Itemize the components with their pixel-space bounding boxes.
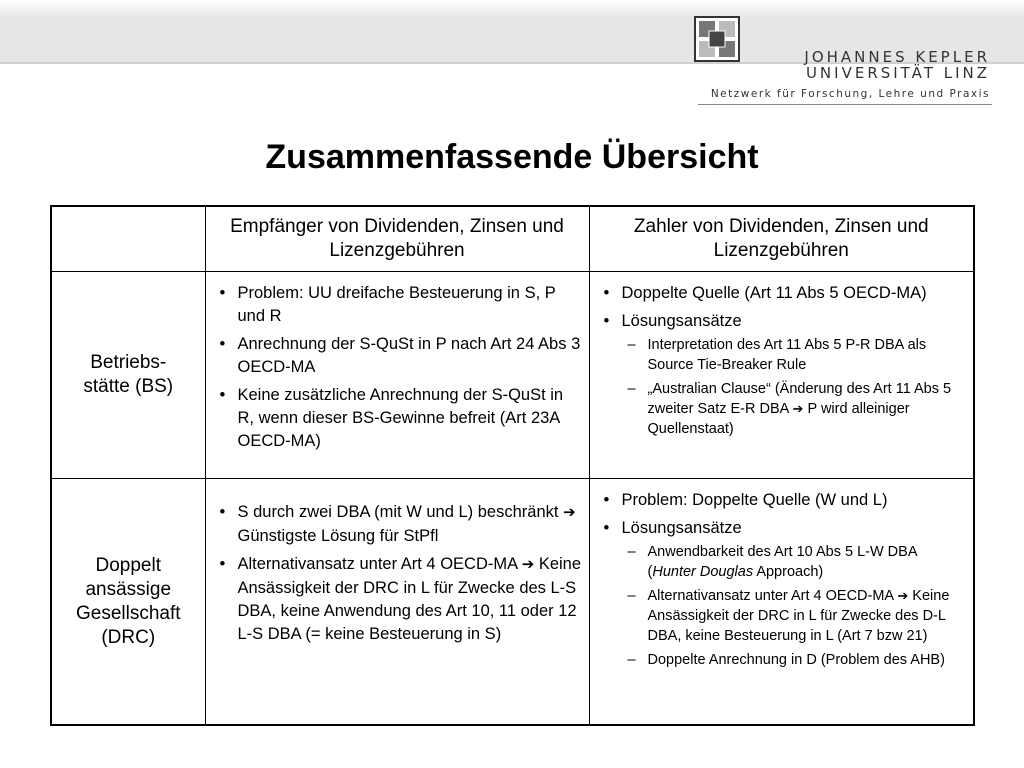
- sub-list-item: [618, 586, 968, 646]
- arrow-right-icon: ➔: [897, 588, 909, 603]
- header-cell-empty: [51, 206, 205, 272]
- sub-item-italic: Hunter Douglas: [652, 564, 754, 580]
- university-tagline: Netzwerk für Forschung, Lehre und Praxis: [710, 88, 990, 100]
- list-item: • Doppelte Quelle (Art 11 Abs 5 OECD-MA): [598, 282, 968, 305]
- row-label-text: Betriebs-stätte (BS): [83, 352, 174, 397]
- sub-item-text: Alternativansatz unter Art 4 OECD-MA: [647, 588, 894, 604]
- sub-list-item: [618, 542, 968, 582]
- university-logo: [694, 16, 994, 106]
- row-label-text: Doppelt ansässige Gesellschaft (DRC): [75, 554, 181, 648]
- list-item: • Problem: Doppelte Quelle (W und L): [598, 489, 968, 512]
- table-header-row: [51, 206, 974, 272]
- arrow-right-icon: ➔: [563, 505, 576, 521]
- crest-icon: [694, 16, 740, 62]
- header-cell-recipient: Empfänger von Dividenden, Zinsen und Lizenzgebühren: [205, 206, 589, 272]
- sub-item-text: P wird alleiniger Quellenstaat): [647, 401, 910, 437]
- sub-list-item: – Interpretation des Art 11 Abs 5 P-R DBA als Source Tie-Breaker Rule: [618, 335, 968, 375]
- list-item-text: Keine Ansässigkeit der DRC in L für Zwecke des L-S DBA, keine Anwendung des Art 10, 11 oder 12 L-S DBA (= keine Besteuerung in S): [237, 555, 582, 643]
- sub-item-text: Approach): [753, 564, 824, 580]
- sub-list-item: [618, 379, 968, 439]
- university-name-line1: JOHANNES KEPLER: [804, 48, 990, 66]
- table-row-permanent-establishment: [51, 272, 974, 479]
- page-title: Zusammenfassende Übersicht: [265, 138, 759, 176]
- cell-payer-permanent-establishment: [589, 272, 974, 479]
- sub-item-text: Keine Ansässigkeit der DRC in L für Zwecke des D-L DBA, keine Besteuerung in L (Art 7 bzw 21): [647, 588, 950, 644]
- sub-list-item: – Doppelte Anrechnung in D (Problem des AHB): [618, 650, 968, 670]
- logo-underline: [698, 104, 992, 105]
- sub-item-text: „Australian Clause“ (Änderung des Art 11 Abs 5 zweiter Satz E-R DBA: [647, 381, 952, 417]
- list-item-text: S durch zwei DBA (mit W und L) beschränkt: [237, 503, 559, 521]
- cell-recipient-permanent-establishment: [205, 272, 589, 479]
- list-item: • Problem: UU dreifache Besteuerung in S, P und R: [214, 282, 583, 328]
- cell-recipient-dual-resident-company: [205, 479, 589, 726]
- list-item-label: Lösungsansätze: [621, 312, 742, 330]
- cell-payer-dual-resident-company: [589, 479, 974, 726]
- list-item: [598, 310, 968, 439]
- list-item: [214, 501, 583, 548]
- arrow-right-icon: ➔: [521, 557, 535, 573]
- university-name: [750, 49, 990, 81]
- list-item: • Anrechnung der S-QuSt in P nach Art 24 Abs 3 OECD-MA: [214, 333, 583, 379]
- university-name-line2: UNIVERSITÄT LINZ: [805, 64, 990, 82]
- list-item-label: Lösungsansätze: [621, 519, 742, 537]
- row-label-permanent-establishment: [51, 272, 205, 479]
- arrow-right-icon: ➔: [792, 401, 804, 416]
- list-item: • Keine zusätzliche Anrechnung der S-QuSt in R, wenn dieser BS-Gewinne befreit (Art 23A OECD-MA): [214, 384, 583, 453]
- list-item-text: Alternativansatz unter Art 4 OECD-MA: [237, 555, 518, 573]
- header-cell-payer: Zahler von Dividenden, Zinsen und Lizenzgebühren: [589, 206, 974, 272]
- sub-item-text: Anwendbarkeit des Art 10 Abs 5 L-W DBA (: [647, 544, 917, 580]
- list-item: [598, 517, 968, 670]
- list-item-text: Günstigste Lösung für StPfl: [237, 527, 439, 545]
- list-item: [214, 553, 583, 646]
- row-label-dual-resident-company: [51, 479, 205, 726]
- table-row-dual-resident-company: [51, 479, 974, 726]
- overview-table: [50, 205, 975, 726]
